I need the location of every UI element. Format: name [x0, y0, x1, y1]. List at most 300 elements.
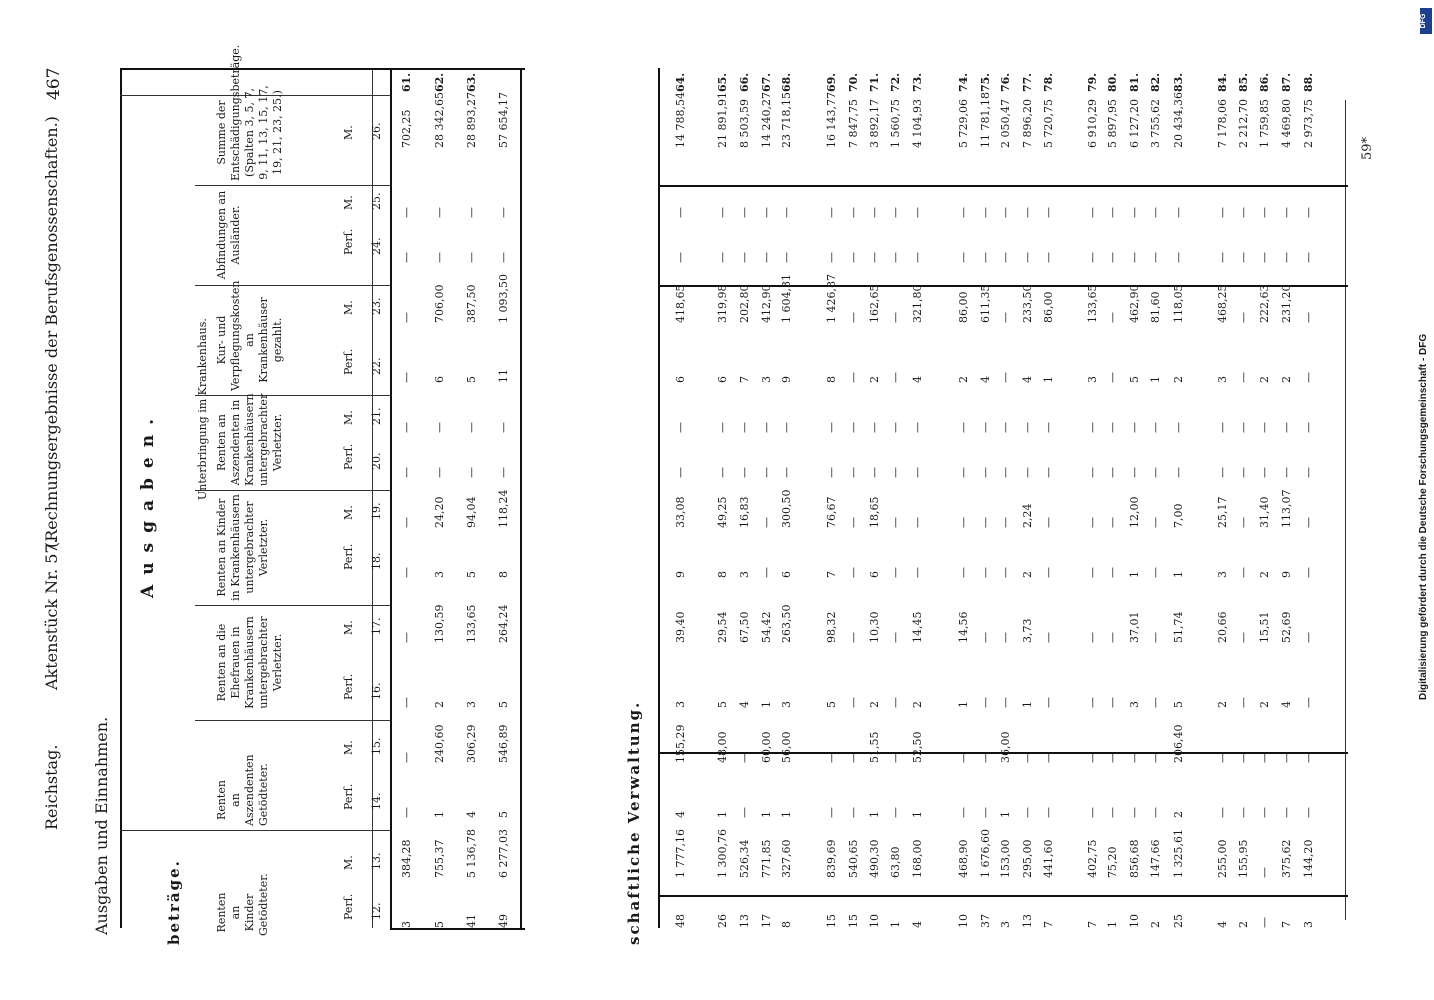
- bottom-row-23-cell: —: [1280, 752, 1293, 763]
- bottom-row-label: 70.: [847, 72, 860, 92]
- bottom-row-20-cell: 25,17: [1216, 496, 1229, 528]
- bottom-row-3-cell: 412,90: [760, 284, 773, 323]
- bottom-row-18-cell: —: [1149, 567, 1162, 578]
- table-rule-17: [195, 185, 390, 186]
- bottom-row-16-cell: —: [1106, 207, 1119, 218]
- bottom-row-11-cell: —: [979, 467, 992, 478]
- bottom-row-5-cell: 839,69: [825, 839, 838, 878]
- bottom-row-1-cell: —: [716, 467, 729, 478]
- bottom-row-23-cell: 231,20: [1280, 284, 1293, 323]
- bottom-row-19-cell: 51,74: [1172, 611, 1185, 643]
- bottom-row-2-cell: 13: [738, 914, 751, 928]
- bottom-row-13-cell: 2: [1021, 571, 1034, 578]
- table-rule-16: [195, 285, 390, 286]
- bottom-row-17-cell: 6 127,20: [1128, 99, 1141, 148]
- bottom-row-22-cell: 2: [1258, 701, 1271, 708]
- top-row-1-cell: 240,60: [433, 724, 446, 763]
- bottom-row-9-cell: 14,45: [911, 611, 924, 643]
- bottom-row-8-cell: —: [889, 207, 902, 218]
- column-number: 13.: [370, 852, 383, 870]
- bottom-row-4-cell: —: [780, 207, 793, 218]
- bottom-row-9-cell: —: [911, 422, 924, 433]
- column-header-8: Summe der Entschädigungsbeträge. (Spalten 3, 5, 7, 9, 11, 13, 15, 17, 19, 21, 23, 25.): [215, 44, 284, 181]
- bottom-row-24-cell: —: [1302, 697, 1315, 708]
- top-row-2-cell: 387,50: [465, 284, 478, 323]
- bottom-row-7-cell: —: [868, 422, 881, 433]
- bottom-row-12-cell: 2 050,47: [999, 99, 1012, 148]
- bottom-row-15-cell: 133,65: [1086, 284, 1099, 323]
- bottom-row-11-cell: —: [979, 567, 992, 578]
- bottom-row-18-cell: —: [1149, 752, 1162, 763]
- bottom-row-3-cell: —: [760, 467, 773, 478]
- top-row-label: 63.: [465, 72, 478, 92]
- bottom-row-15-cell: —: [1086, 752, 1099, 763]
- bottom-row-7-cell: —: [868, 252, 881, 263]
- bottom-row-17-cell: 462,90: [1128, 284, 1141, 323]
- bottom-row-18-cell: 147,66: [1149, 839, 1162, 878]
- column-number: 23.: [370, 297, 383, 315]
- bottom-row-8-cell: —: [889, 632, 902, 643]
- bottom-row-24-cell: —: [1302, 752, 1315, 763]
- bottom-row-14-cell: —: [1042, 467, 1055, 478]
- bottom-row-1-cell: 5: [716, 701, 729, 708]
- top-row-3-cell: 8: [497, 571, 510, 578]
- bottom-row-3-cell: 60,00: [760, 731, 773, 763]
- bottom-row-11-cell: —: [979, 697, 992, 708]
- bottom-row-18-cell: —: [1149, 207, 1162, 218]
- bottom-row-17-cell: 12,00: [1128, 496, 1141, 528]
- bottom-row-2-cell: —: [738, 207, 751, 218]
- top-row-1-cell: 28 342,65: [433, 92, 446, 148]
- bottom-row-1-cell: —: [716, 252, 729, 263]
- top-row-2-cell: —: [465, 422, 478, 433]
- bottom-row-6-cell: —: [847, 207, 860, 218]
- bottom-row-6-cell: —: [847, 752, 860, 763]
- bottom-row-12-cell: —: [999, 207, 1012, 218]
- bottom-row-10-cell: 10: [957, 914, 970, 928]
- bottom-row-12-cell: —: [999, 312, 1012, 323]
- bottom-row-1-cell: 26: [716, 914, 729, 928]
- bottom-row-23-cell: 2: [1280, 376, 1293, 383]
- bottom-row-3-cell: 771,85: [760, 839, 773, 878]
- bottom-row-16-cell: —: [1106, 312, 1119, 323]
- bottom-row-22-cell: 222,63: [1258, 284, 1271, 323]
- page-number: 467: [44, 67, 64, 100]
- bottom-row-17-cell: 10: [1128, 914, 1141, 928]
- top-row-3-cell: 118,24: [497, 489, 510, 528]
- bottom-row-2-cell: 67,50: [738, 611, 751, 643]
- bottom-row-label: 64.: [674, 72, 687, 92]
- bottom-row-14-cell: 86,00: [1042, 291, 1055, 323]
- top-row-2-cell: 41: [465, 914, 478, 928]
- bottom-row-14-cell: —: [1042, 632, 1055, 643]
- top-row-0-cell: —: [400, 807, 413, 818]
- bottom-row-6-cell: —: [847, 252, 860, 263]
- column-sublabel: Perſ.: [342, 443, 355, 470]
- bottom-row-label: 76.: [999, 72, 1012, 92]
- top-row-3-cell: 49: [497, 914, 510, 928]
- bottom-row-7-cell: 490,30: [868, 839, 881, 878]
- bottom-row-7-cell: 2: [868, 701, 881, 708]
- bottom-row-14-cell: 441,60: [1042, 839, 1055, 878]
- table-rule-12: [195, 720, 390, 721]
- bottom-row-3-cell: —: [760, 517, 773, 528]
- bottom-row-6-cell: —: [847, 632, 860, 643]
- bottom-row-1-cell: 21 891,91: [716, 92, 729, 148]
- bottom-row-13-cell: 295,00: [1021, 839, 1034, 878]
- bottom-row-20-cell: —: [1216, 807, 1229, 818]
- column-header-1: Renten an Kinder Getödteter.: [215, 873, 270, 936]
- top-row-1-cell: —: [433, 252, 446, 263]
- bottom-row-12-cell: 1: [999, 811, 1012, 818]
- bottom-row-5-cell: 76,67: [825, 496, 838, 528]
- bottom-row-15-cell: —: [1086, 517, 1099, 528]
- top-row-1-cell: 24,20: [433, 496, 446, 528]
- bottom-row-5-cell: 7: [825, 571, 838, 578]
- top-row-1-cell: 2: [433, 701, 446, 708]
- bottom-row-18-cell: —: [1149, 467, 1162, 478]
- bottom-row-20-cell: —: [1216, 252, 1229, 263]
- bottom-row-16-cell: 1: [1106, 921, 1119, 928]
- bottom-row-23-cell: —: [1280, 207, 1293, 218]
- bottom-row-16-cell: —: [1106, 422, 1119, 433]
- bottom-row-9-cell: 4 104,93: [911, 99, 924, 148]
- bottom-row-21-cell: 2: [1237, 921, 1250, 928]
- bottom-row-15-cell: —: [1086, 467, 1099, 478]
- column-number: 15.: [370, 737, 383, 755]
- header-left: Reichstag.: [42, 744, 61, 830]
- bottom-row-1-cell: 8: [716, 571, 729, 578]
- bottom-row-7-cell: 3 892,17: [868, 99, 881, 148]
- top-row-2-cell: 133,65: [465, 604, 478, 643]
- bottom-row-label: 74.: [957, 72, 970, 92]
- bottom-row-4-cell: —: [780, 467, 793, 478]
- bottom-row-14-cell: —: [1042, 752, 1055, 763]
- bottom-row-label: 65.: [716, 72, 729, 92]
- header-aktenstueck: Aktenstück Nr. 57.: [42, 538, 61, 690]
- top-row-2-cell: 5: [465, 571, 478, 578]
- bottom-row-5-cell: 98,32: [825, 611, 838, 643]
- section-center-title: Ausgaben.: [138, 408, 158, 598]
- top-row-0-cell: —: [400, 632, 413, 643]
- bottom-row-23-cell: 52,69: [1280, 611, 1293, 643]
- bottom-row-5-cell: —: [825, 252, 838, 263]
- bottom-row-19-cell: —: [1172, 207, 1185, 218]
- bottom-row-20-cell: —: [1216, 467, 1229, 478]
- bottom-row-0-cell: 9: [674, 571, 687, 578]
- top-row-2-cell: 5 136,78: [465, 829, 478, 878]
- bottom-row-6-cell: —: [847, 517, 860, 528]
- bottom-row-11-cell: 37: [979, 914, 992, 928]
- table-rule-13: [195, 605, 390, 606]
- column-number: 17.: [370, 617, 383, 635]
- bottom-row-22-cell: 2: [1258, 376, 1271, 383]
- column-sublabel: M.: [342, 620, 355, 635]
- bottom-row-3-cell: —: [760, 207, 773, 218]
- bottom-row-10-cell: 86,00: [957, 291, 970, 323]
- bottom-row-3-cell: —: [760, 422, 773, 433]
- bottom-row-14-cell: —: [1042, 252, 1055, 263]
- top-row-0-cell: —: [400, 372, 413, 383]
- bottom-row-21-cell: —: [1237, 632, 1250, 643]
- bottom-row-label: 66.: [738, 72, 751, 92]
- bottom-row-2-cell: 202,80: [738, 284, 751, 323]
- bottom-row-0-cell: 4: [674, 811, 687, 818]
- bottom-row-label: 69.: [825, 72, 838, 92]
- bottom-row-0-cell: —: [674, 252, 687, 263]
- column-header-7: Abfindungen an Ausländer.: [215, 190, 242, 280]
- bottom-row-0-cell: 6: [674, 376, 687, 383]
- bottom-row-2-cell: —: [738, 807, 751, 818]
- column-sublabel: Perſ.: [342, 783, 355, 810]
- bottom-row-9-cell: 1: [911, 811, 924, 818]
- bottom-row-0-cell: —: [674, 207, 687, 218]
- bottom-row-3-cell: —: [760, 567, 773, 578]
- bottom-row-4-cell: 1: [780, 811, 793, 818]
- bottom-row-label: 75.: [979, 72, 992, 92]
- bottom-row-15-cell: —: [1086, 632, 1099, 643]
- group-header-krankenhaus: Unterbringung im Krankenhaus.: [196, 318, 209, 500]
- bottom-row-11-cell: 4: [979, 376, 992, 383]
- bottom-row-10-cell: —: [957, 467, 970, 478]
- bottom-row-12-cell: —: [999, 252, 1012, 263]
- bottom-row-1-cell: 6: [716, 376, 729, 383]
- bottom-row-12-cell: —: [999, 632, 1012, 643]
- bottom-row-16-cell: —: [1106, 517, 1119, 528]
- bottom-row-11-cell: 11 781,18: [979, 92, 992, 148]
- column-number: 25.: [370, 192, 383, 210]
- bottom-row-19-cell: —: [1172, 252, 1185, 263]
- top-row-3-cell: 546,89: [497, 724, 510, 763]
- top-row-3-cell: 11: [497, 369, 510, 383]
- top-row-3-cell: 6 277,03: [497, 829, 510, 878]
- bottom-row-14-cell: —: [1042, 207, 1055, 218]
- fragment-betraege: beträge.: [165, 859, 183, 945]
- bottom-row-1-cell: 49,25: [716, 496, 729, 528]
- column-number: 20.: [370, 452, 383, 470]
- bottom-row-11-cell: —: [979, 752, 992, 763]
- bottom-row-11-cell: —: [979, 632, 992, 643]
- bottom-row-12-cell: —: [999, 567, 1012, 578]
- bottom-row-24-cell: —: [1302, 372, 1315, 383]
- bottom-row-2-cell: 526,34: [738, 839, 751, 878]
- top-row-0-cell: —: [400, 697, 413, 708]
- top-row-3-cell: —: [497, 422, 510, 433]
- bottom-row-14-cell: —: [1042, 807, 1055, 818]
- bottom-row-13-cell: —: [1021, 252, 1034, 263]
- bottom-row-12-cell: —: [999, 517, 1012, 528]
- bottom-row-22-cell: 31,40: [1258, 496, 1271, 528]
- bottom-row-label: 83.: [1172, 72, 1185, 92]
- bottom-row-24-cell: —: [1302, 807, 1315, 818]
- top-row-2-cell: 306,29: [465, 724, 478, 763]
- bottom-row-0-cell: 3: [674, 701, 687, 708]
- bottom-row-23-cell: 113,07: [1280, 489, 1293, 528]
- bottom-row-21-cell: —: [1237, 252, 1250, 263]
- bottom-row-3-cell: 17: [760, 914, 773, 928]
- bottom-row-18-cell: —: [1149, 252, 1162, 263]
- top-row-1-cell: 6: [433, 376, 446, 383]
- bottom-row-8-cell: 63,80: [889, 846, 902, 878]
- bottom-row-14-cell: 5 720,75: [1042, 99, 1055, 148]
- top-row-1-cell: 1: [433, 811, 446, 818]
- bottom-row-20-cell: —: [1216, 207, 1229, 218]
- bottom-row-19-cell: 5: [1172, 701, 1185, 708]
- bottom-row-16-cell: 75,20: [1106, 846, 1119, 878]
- bottom-row-label: 81.: [1128, 72, 1141, 92]
- bottom-row-23-cell: 4: [1280, 701, 1293, 708]
- bottom-row-15-cell: —: [1086, 252, 1099, 263]
- bottom-row-10-cell: —: [957, 807, 970, 818]
- column-number: 22.: [370, 357, 383, 375]
- bottom-row-18-cell: 1: [1149, 376, 1162, 383]
- bottom-row-17-cell: —: [1128, 807, 1141, 818]
- top-row-0-cell: —: [400, 422, 413, 433]
- bottom-row-24-cell: —: [1302, 422, 1315, 433]
- top-row-0-cell: 384,28: [400, 839, 413, 878]
- bottom-row-13-cell: 3,73: [1021, 618, 1034, 643]
- top-row-1-cell: 3: [433, 571, 446, 578]
- bottom-row-6-cell: —: [847, 697, 860, 708]
- column-header-5: Renten an Aszendenten in Krankenhäusern untergebrachter Verletzter.: [215, 393, 284, 486]
- bottom-row-9-cell: 52,50: [911, 731, 924, 763]
- table-rule-0: [120, 68, 122, 928]
- dfg-logo: DFG: [1420, 8, 1432, 34]
- bottom-row-1-cell: —: [716, 207, 729, 218]
- bottom-row-22-cell: —: [1258, 752, 1271, 763]
- bottom-row-label: 67.: [760, 72, 773, 92]
- table-rule-11: [658, 895, 1348, 897]
- top-row-3-cell: 57 654,17: [497, 92, 510, 148]
- bottom-row-16-cell: —: [1106, 252, 1119, 263]
- column-sublabel: Perſ.: [342, 348, 355, 375]
- bottom-row-3-cell: 54,42: [760, 611, 773, 643]
- top-row-0-cell: 702,25: [400, 109, 413, 148]
- bottom-row-12-cell: 3: [999, 921, 1012, 928]
- bottom-row-7-cell: 1: [868, 811, 881, 818]
- bottom-row-8-cell: —: [889, 567, 902, 578]
- bottom-row-3-cell: —: [760, 252, 773, 263]
- bottom-row-4-cell: 8: [780, 921, 793, 928]
- bottom-row-20-cell: —: [1216, 422, 1229, 433]
- bottom-row-8-cell: —: [889, 467, 902, 478]
- bottom-row-19-cell: 20 434,36: [1172, 92, 1185, 148]
- table-rule-5: [1345, 100, 1346, 920]
- bottom-row-7-cell: 162,65: [868, 284, 881, 323]
- bottom-row-15-cell: 7: [1086, 921, 1099, 928]
- bottom-row-8-cell: —: [889, 517, 902, 528]
- bottom-row-label: 82.: [1149, 72, 1162, 92]
- bottom-row-22-cell: —: [1258, 917, 1271, 928]
- bottom-row-4-cell: 300,50: [780, 489, 793, 528]
- bottom-row-8-cell: —: [889, 752, 902, 763]
- bottom-row-16-cell: —: [1106, 467, 1119, 478]
- bottom-row-8-cell: —: [889, 312, 902, 323]
- bottom-row-15-cell: —: [1086, 697, 1099, 708]
- top-row-1-cell: 5: [433, 921, 446, 928]
- bottom-row-21-cell: —: [1237, 422, 1250, 433]
- bottom-row-22-cell: —: [1258, 252, 1271, 263]
- bottom-row-13-cell: —: [1021, 207, 1034, 218]
- top-row-0-cell: —: [400, 252, 413, 263]
- bottom-row-19-cell: 2: [1172, 811, 1185, 818]
- bottom-row-14-cell: —: [1042, 517, 1055, 528]
- bottom-row-11-cell: 611,35: [979, 284, 992, 323]
- table-rule-7: [390, 928, 525, 930]
- bottom-row-9-cell: 4: [911, 921, 924, 928]
- bottom-row-5-cell: 16 143,77: [825, 92, 838, 148]
- bottom-row-label: 71.: [868, 72, 881, 92]
- bottom-row-21-cell: —: [1237, 372, 1250, 383]
- bottom-row-10-cell: 2: [957, 376, 970, 383]
- bottom-row-20-cell: 20,66: [1216, 611, 1229, 643]
- top-row-1-cell: —: [433, 207, 446, 218]
- bottom-row-7-cell: 10,30: [868, 611, 881, 643]
- bottom-row-16-cell: —: [1106, 372, 1119, 383]
- bottom-row-16-cell: 5 897,95: [1106, 99, 1119, 148]
- table-rule-14: [195, 490, 390, 491]
- bottom-row-3-cell: 1: [760, 701, 773, 708]
- bottom-row-8-cell: 1: [889, 921, 902, 928]
- column-sublabel: M.: [342, 410, 355, 425]
- bottom-row-17-cell: —: [1128, 422, 1141, 433]
- bottom-row-18-cell: —: [1149, 807, 1162, 818]
- column-header-6: Kur- und Verpflegungskosten an Krankenhäuser gezahlt.: [215, 280, 284, 391]
- bottom-row-5-cell: —: [825, 807, 838, 818]
- bottom-row-7-cell: —: [868, 207, 881, 218]
- bottom-row-18-cell: 2: [1149, 921, 1162, 928]
- bottom-row-13-cell: —: [1021, 807, 1034, 818]
- bottom-row-0-cell: 155,29: [674, 724, 687, 763]
- bottom-row-7-cell: 6: [868, 571, 881, 578]
- bottom-row-24-cell: 3: [1302, 921, 1315, 928]
- bottom-row-9-cell: 168,00: [911, 839, 924, 878]
- bottom-row-10-cell: 468,90: [957, 839, 970, 878]
- column-number: 21.: [370, 407, 383, 425]
- bottom-row-3-cell: 14 240,27: [760, 92, 773, 148]
- bottom-row-label: 88.: [1302, 72, 1315, 92]
- bottom-row-2-cell: 3: [738, 571, 751, 578]
- bottom-row-5-cell: —: [825, 752, 838, 763]
- bottom-row-4-cell: 327,60: [780, 839, 793, 878]
- bottom-row-12-cell: 36,00: [999, 731, 1012, 763]
- top-row-0-cell: —: [400, 467, 413, 478]
- bottom-row-13-cell: —: [1021, 467, 1034, 478]
- bottom-row-16-cell: —: [1106, 632, 1119, 643]
- bottom-row-9-cell: —: [911, 207, 924, 218]
- column-sublabel: M.: [342, 740, 355, 755]
- column-number: 26.: [370, 122, 383, 140]
- bottom-row-8-cell: —: [889, 422, 902, 433]
- bottom-row-9-cell: —: [911, 567, 924, 578]
- top-row-3-cell: 5: [497, 811, 510, 818]
- bottom-row-12-cell: —: [999, 697, 1012, 708]
- bottom-row-8-cell: —: [889, 252, 902, 263]
- bottom-row-22-cell: —: [1258, 422, 1271, 433]
- column-number: 19.: [370, 502, 383, 520]
- bottom-row-19-cell: 1 325,61: [1172, 829, 1185, 878]
- bottom-row-17-cell: —: [1128, 752, 1141, 763]
- bottom-row-1-cell: 29,54: [716, 611, 729, 643]
- bottom-row-4-cell: 263,50: [780, 604, 793, 643]
- column-sublabel: M.: [342, 195, 355, 210]
- bottom-row-12-cell: —: [999, 467, 1012, 478]
- bottom-row-2-cell: —: [738, 422, 751, 433]
- bottom-row-16-cell: —: [1106, 567, 1119, 578]
- bottom-row-11-cell: —: [979, 807, 992, 818]
- bottom-row-24-cell: —: [1302, 467, 1315, 478]
- bottom-row-19-cell: —: [1172, 467, 1185, 478]
